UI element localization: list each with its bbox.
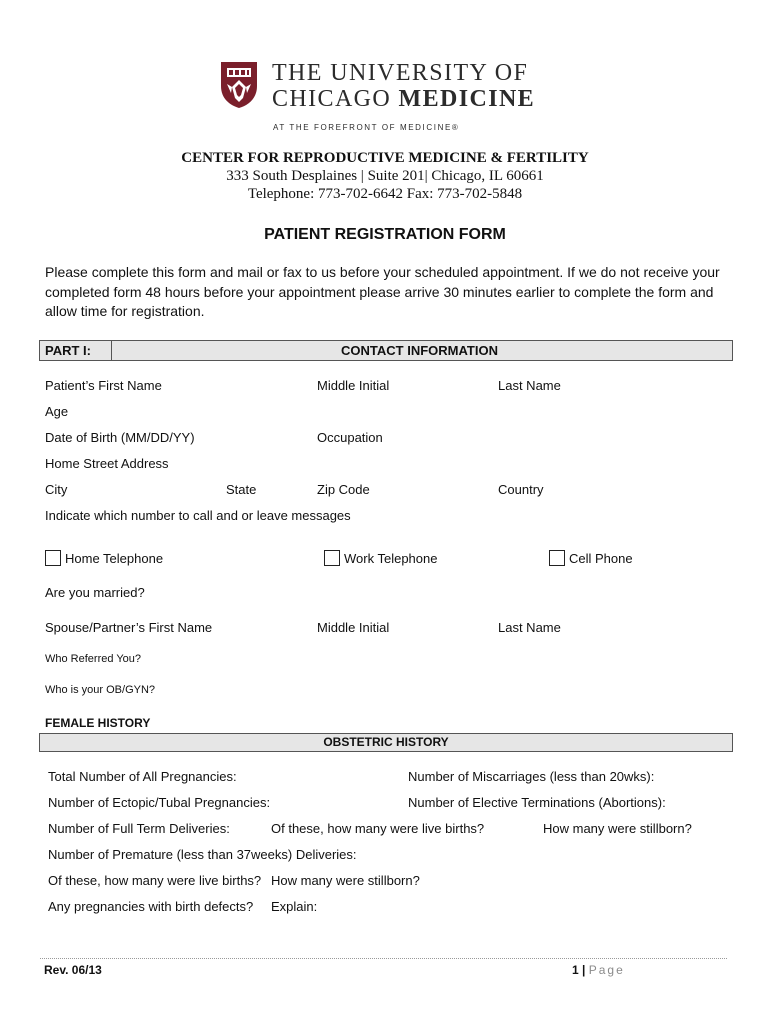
brand-medicine: MEDICINE xyxy=(398,86,536,112)
elective-terminations-label: Number of Elective Terminations (Abortions): xyxy=(408,795,666,810)
cell-phone-label: Cell Phone xyxy=(569,551,633,566)
occupation-label: Occupation xyxy=(317,430,383,445)
work-telephone-label: Work Telephone xyxy=(344,551,438,566)
center-phones: Telephone: 773-702-6642 Fax: 773-702-5848 xyxy=(247,186,523,202)
footer-divider xyxy=(40,958,727,959)
dob-label: Date of Birth (MM/DD/YY) xyxy=(45,430,195,445)
university-seal-logo xyxy=(219,60,259,110)
spouse-last-name-label: Last Name xyxy=(498,620,561,635)
intro-line-3: allow time for registration. xyxy=(45,303,205,319)
city-label: City xyxy=(45,482,68,497)
miscarriages-label: Number of Miscarriages (less than 20wks): xyxy=(408,769,655,784)
spouse-middle-initial-label: Middle Initial xyxy=(317,620,390,635)
part1-label: PART I: xyxy=(40,341,112,360)
brand-tagline: AT THE FOREFRONT OF MEDICINE® xyxy=(273,123,460,132)
ectopic-pregnancies-label: Number of Ectopic/Tubal Pregnancies: xyxy=(48,795,271,810)
page-number xyxy=(572,963,625,977)
brand-name-line-1: THE UNIVERSITY OF xyxy=(272,60,529,86)
work-telephone-checkbox[interactable] xyxy=(324,550,340,566)
intro-line-1: Please complete this form and mail or fax to us before your scheduled appointment. If we do not receive your xyxy=(45,264,720,280)
full-term-deliveries-label: Number of Full Term Deliveries: xyxy=(48,821,230,836)
cell-phone-checkbox[interactable] xyxy=(549,550,565,566)
birth-defects-label: Any pregnancies with birth defects? xyxy=(48,899,254,914)
revision-label: Rev. 06/13 xyxy=(44,963,102,977)
home-telephone-label: Home Telephone xyxy=(65,551,164,566)
country-label: Country xyxy=(498,482,544,497)
page-number-value: 1 xyxy=(572,963,579,977)
premature-deliveries-label: Number of Premature (less than 37weeks) Deliveries: xyxy=(48,847,357,862)
home-address-label: Home Street Address xyxy=(45,456,169,471)
brand-name-line-2 xyxy=(272,87,535,111)
state-label: State xyxy=(226,482,257,497)
explain-label: Explain: xyxy=(271,899,318,914)
age-label: Age xyxy=(45,404,69,419)
intro-line-2: completed form 48 hours before your appointment please arrive 30 minutes earlier to complete the form and xyxy=(45,284,714,300)
total-pregnancies-label: Total Number of All Pregnancies: xyxy=(48,769,237,784)
spouse-first-name-label: Spouse/Partner’s First Name xyxy=(45,620,213,635)
obgyn-label: Who is your OB/GYN? xyxy=(45,684,156,696)
center-address: 333 South Desplaines | Suite 201| Chicago, IL 60661 xyxy=(226,168,544,184)
married-question: Are you married? xyxy=(45,585,145,600)
page-number-separator: | xyxy=(582,963,586,977)
full-term-stillborn-label: How many were stillborn? xyxy=(543,821,692,836)
obstetric-history-label: OBSTETRIC HISTORY xyxy=(323,735,449,749)
brand-chicago: CHICAGO xyxy=(272,86,392,112)
home-telephone-checkbox[interactable] xyxy=(45,550,61,566)
obstetric-history-bar xyxy=(39,733,733,752)
middle-initial-label: Middle Initial xyxy=(317,378,390,393)
female-history-heading: FEMALE HISTORY xyxy=(45,716,151,730)
premature-stillborn-label: How many were stillborn? xyxy=(271,873,420,888)
page-word: Page xyxy=(588,963,625,977)
call-preference-prompt: Indicate which number to call and or leave messages xyxy=(45,508,351,523)
patient-first-name-label: Patient’s First Name xyxy=(45,378,162,393)
part1-header-bar xyxy=(39,340,733,361)
premature-live-births-label: Of these, how many were live births? xyxy=(48,873,262,888)
full-term-live-births-label: Of these, how many were live births? xyxy=(271,821,485,836)
form-title: PATIENT REGISTRATION FORM xyxy=(264,226,506,243)
last-name-label: Last Name xyxy=(498,378,561,393)
referred-by-label: Who Referred You? xyxy=(45,653,142,665)
zip-label: Zip Code xyxy=(317,482,370,497)
center-name: CENTER FOR REPRODUCTIVE MEDICINE & FERTILITY xyxy=(181,150,589,166)
contact-info-label: CONTACT INFORMATION xyxy=(341,343,498,358)
